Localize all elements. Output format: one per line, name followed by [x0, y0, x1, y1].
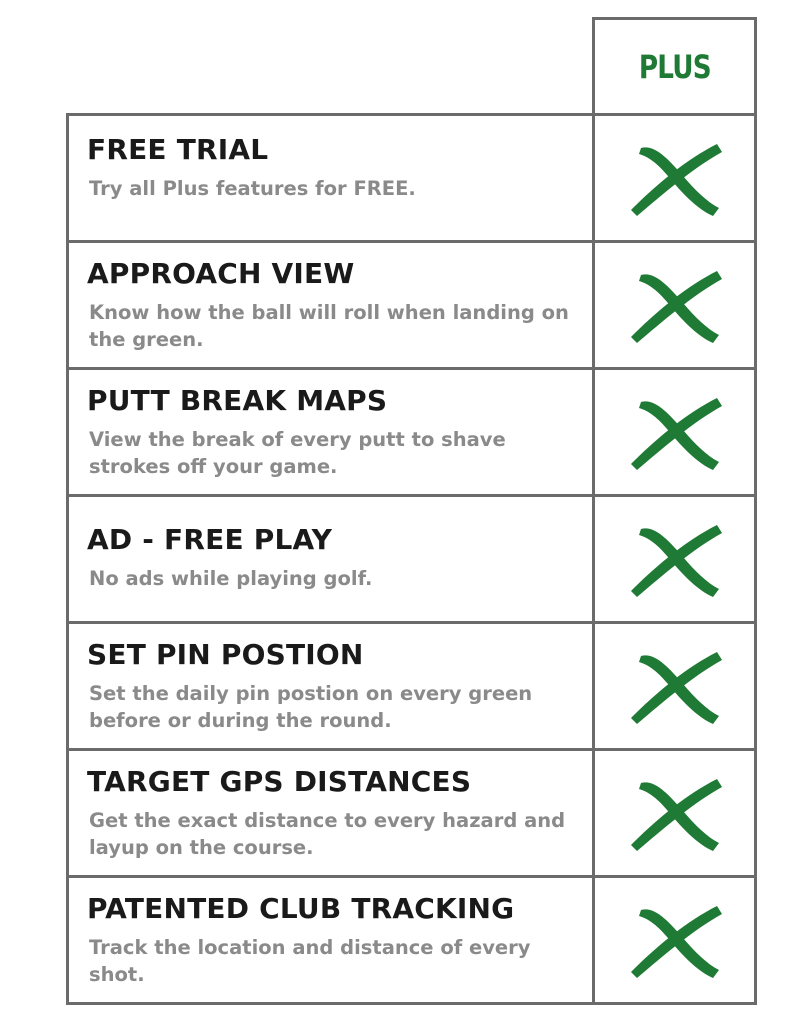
green-x-mark-icon	[625, 646, 725, 726]
feature-cell	[69, 243, 595, 367]
plan-column-header	[592, 17, 757, 113]
included-cell	[595, 370, 754, 494]
green-x-mark-icon	[625, 392, 725, 472]
plan-label: PLUS	[638, 47, 711, 86]
feature-title: TARGET GPS DISTANCES	[87, 765, 472, 798]
feature-description: No ads while playing golf.	[89, 567, 373, 590]
included-cell	[595, 624, 754, 748]
included-cell	[595, 878, 754, 1002]
feature-cell	[69, 370, 595, 494]
feature-description: Track the location and distance of every shot.	[89, 936, 531, 986]
included-cell	[595, 243, 754, 367]
feature-row	[69, 370, 754, 497]
feature-title: PUTT BREAK MAPS	[87, 384, 388, 417]
feature-title: SET PIN POSTION	[87, 638, 364, 671]
green-x-mark-icon	[625, 138, 725, 218]
feature-row	[69, 878, 754, 1002]
feature-cell	[69, 624, 595, 748]
feature-cell	[69, 497, 595, 621]
feature-title: FREE TRIAL	[87, 133, 269, 166]
green-x-mark-icon	[625, 773, 725, 853]
feature-row	[69, 116, 754, 243]
feature-title: PATENTED CLUB TRACKING	[87, 892, 515, 925]
feature-row	[69, 497, 754, 624]
feature-description: Know how the ball will roll when landing on the green.	[89, 301, 569, 351]
green-x-mark-icon	[625, 519, 725, 599]
green-x-mark-icon	[625, 265, 725, 345]
included-cell	[595, 751, 754, 875]
feature-description: Set the daily pin postion on every green before or during the round.	[89, 682, 533, 732]
green-x-mark-icon	[625, 900, 725, 980]
feature-title: AD - FREE PLAY	[87, 523, 333, 556]
included-cell	[595, 497, 754, 621]
feature-cell	[69, 751, 595, 875]
feature-row	[69, 624, 754, 751]
feature-description: Get the exact distance to every hazard and layup on the course.	[89, 809, 566, 859]
feature-comparison-table	[66, 113, 757, 1005]
feature-description: Try all Plus features for FREE.	[89, 177, 416, 200]
feature-title: APPROACH VIEW	[87, 257, 355, 290]
included-cell	[595, 116, 754, 240]
feature-description: View the break of every putt to shave strokes off your game.	[89, 428, 506, 478]
feature-cell	[69, 878, 595, 1002]
feature-row	[69, 751, 754, 878]
feature-row	[69, 243, 754, 370]
feature-cell	[69, 116, 595, 240]
